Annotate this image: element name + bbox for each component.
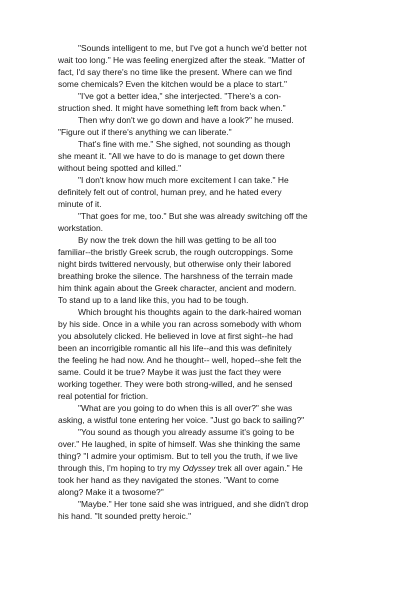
- text-line: asking, a wistful tone entering her voice. "Just go back to sailing?": [58, 415, 305, 425]
- text-line: been an incorrigible romantic all his life--and this was definitely: [58, 343, 292, 353]
- italic-title: Odyssey: [182, 463, 216, 473]
- text-line: some chemicals? Even the kitchen would be a place to start.": [58, 79, 288, 89]
- text-line: Then why don't we go down and have a look?" he mused.: [78, 115, 294, 125]
- text-line: him think again about the Greek character, ancient and modern.: [58, 283, 297, 293]
- text-line: "You sound as though you already assume it's going to be: [78, 427, 295, 437]
- text-line: To stand up to a land like this, you had to be tough.: [58, 295, 249, 305]
- text-line: his hand. "It sounded pretty heroic.": [58, 511, 192, 521]
- text-line: [58, 462, 388, 474]
- text-line: took her hand as they navigated the stones. "Want to come: [58, 475, 279, 485]
- text-line: That's fine with me." She sighed, not sounding as though: [78, 139, 291, 149]
- text-line: without being spotted and killed.": [58, 163, 182, 173]
- text-line: you absolutely clicked. He believed in love at first sight--he had: [58, 331, 293, 341]
- text-line: wait too long." He was feeling energized after the steak. "Matter of: [58, 55, 305, 65]
- text-line: over." He laughed, in spite of himself. Was she thinking the same: [58, 439, 301, 449]
- text-line: real potential for friction.: [58, 391, 149, 401]
- text-line: "Sounds intelligent to me, but I've got a hunch we'd better not: [78, 43, 307, 53]
- text-line: breathing broke the silence. The harshness of the terrain made: [58, 271, 293, 281]
- text-line: same. Could it be true? Maybe it was just the fact they were: [58, 367, 282, 377]
- text-line: "I don't know how much more excitement I can take." He: [78, 175, 289, 185]
- text-line: working together. They were both strong-willed, and he sensed: [58, 379, 293, 389]
- text-line: by his side. Once in a while you ran across somebody with whom: [58, 319, 302, 329]
- text-line: "Maybe." Her tone said she was intrigued, and she didn't drop: [78, 499, 309, 509]
- text-line: "That goes for me, too." But she was already switching off the: [78, 211, 308, 221]
- text-line: she meant it. "All we have to do is manage to get down there: [58, 151, 285, 161]
- text-line: "Figure out if there's anything we can liberate.": [58, 127, 232, 137]
- text-line: along? Make it a twosome?": [58, 487, 164, 497]
- text-line: Which brought his thoughts again to the dark-haired woman: [78, 307, 302, 317]
- text-line: night birds twittered nervously, but otherwise only their labored: [58, 259, 291, 269]
- text-line: fact, I'd say there's no time like the present. Where can we find: [58, 67, 292, 77]
- body-text: [58, 42, 388, 522]
- text-line: definitely felt out of control, human prey, and he hated every: [58, 187, 282, 197]
- text-line: "What are you going to do when this is all over?" she was: [78, 403, 293, 413]
- text-fragment: through this, I'm hoping to try my: [58, 463, 183, 473]
- text-line: workstation.: [58, 223, 104, 233]
- text-line: familiar--the bristly Greek scrub, the rough outcroppings. Some: [58, 247, 293, 257]
- text-line: thing? "I admire your optimism. But to tell you the truth, if we live: [58, 451, 298, 461]
- text-line: "I've got a better idea," she interjected. "There's a con-: [78, 91, 282, 101]
- text-line: minute of it.: [58, 199, 102, 209]
- text-line: By now the trek down the hill was getting to be all too: [78, 235, 277, 245]
- text-line: the feeling he had now. And he thought-- well, hoped--she felt the: [58, 355, 302, 365]
- text-line: struction shed. It might have something left from back when.": [58, 103, 286, 113]
- text-fragment: trek all over again." He: [215, 463, 303, 473]
